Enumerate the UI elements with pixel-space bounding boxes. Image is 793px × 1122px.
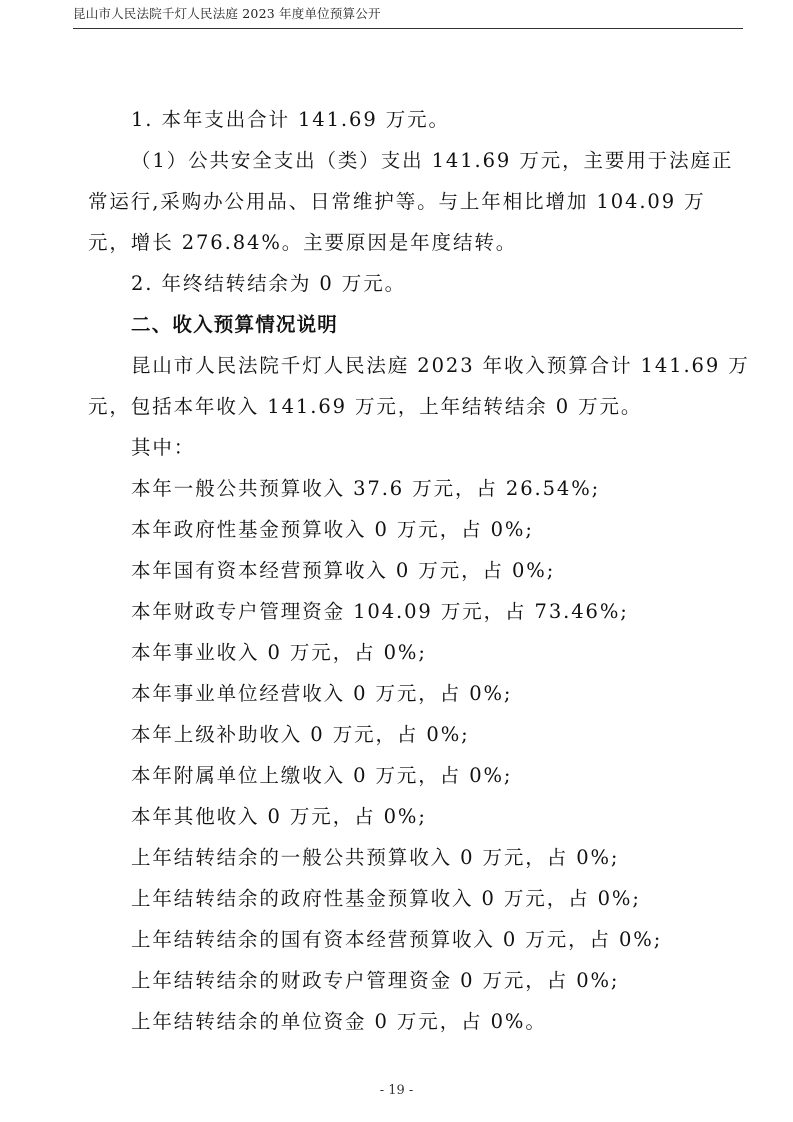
- paragraph-public-safety-2: 常运行,采购办公用品、日常维护等。与上年相比增加 104.09 万: [88, 190, 706, 213]
- paragraph-among: 其中：: [131, 436, 196, 459]
- list-item: 本年国有资本经营预算收入 0 万元，占 0%;: [131, 559, 556, 582]
- list-item: 本年上级补助收入 0 万元，占 0%;: [131, 723, 470, 746]
- list-item: 本年其他收入 0 万元，占 0%;: [131, 805, 427, 828]
- paragraph-public-safety-3: 元，增长 276.84%。主要原因是年度结转。: [88, 231, 518, 254]
- list-item: 本年政府性基金预算收入 0 万元，占 0%;: [131, 518, 534, 541]
- list-item: 本年财政专户管理资金 104.09 万元，占 73.46%;: [131, 600, 629, 623]
- list-item: 上年结转结余的财政专户管理资金 0 万元，占 0%;: [131, 969, 620, 992]
- page-number: - 19 -: [379, 1083, 414, 1098]
- list-item: 本年附属单位上缴收入 0 万元，占 0%;: [131, 764, 513, 787]
- page-header: 昆山市人民法院千灯人民法庭 2023 年度单位预算公开: [73, 6, 381, 21]
- list-item: 本年一般公共预算收入 37.6 万元，占 26.54%;: [131, 477, 601, 500]
- list-item: 上年结转结余的国有资本经营预算收入 0 万元，占 0%;: [131, 928, 663, 951]
- paragraph-year-end-balance: 2. 年终结转结余为 0 万元。: [131, 272, 407, 295]
- list-item: 上年结转结余的政府性基金预算收入 0 万元，占 0%;: [131, 887, 641, 910]
- list-item: 上年结转结余的单位资金 0 万元，占 0%。: [131, 1010, 547, 1033]
- header-rule: [73, 28, 743, 29]
- list-item: 本年事业收入 0 万元，占 0%;: [131, 641, 427, 664]
- paragraph-public-safety-1: （1）公共安全支出（类）支出 141.69 万元，主要用于法庭正: [131, 149, 734, 172]
- paragraph-income-total-1: 昆山市人民法院千灯人民法庭 2023 年收入预算合计 141.69 万: [131, 354, 750, 377]
- list-item: 本年事业单位经营收入 0 万元，占 0%;: [131, 682, 513, 705]
- list-item: 上年结转结余的一般公共预算收入 0 万元，占 0%;: [131, 846, 620, 869]
- section-heading: 二、收入预算情况说明: [131, 313, 339, 336]
- paragraph-total-expenditure: 1. 本年支出合计 141.69 万元。: [131, 108, 450, 131]
- paragraph-income-total-2: 元，包括本年收入 141.69 万元，上年结转结余 0 万元。: [88, 395, 643, 418]
